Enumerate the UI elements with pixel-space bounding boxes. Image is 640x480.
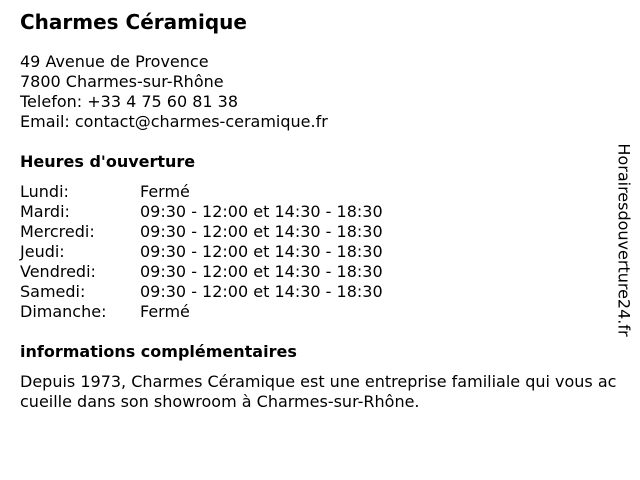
hours-row-saturday [20,282,620,302]
hours-row-sunday [20,302,620,322]
hours-table [20,182,620,322]
hours-time: Fermé [140,182,190,201]
hours-title: Heures d'ouverture [20,152,196,171]
hours-day: Samedi: [20,282,86,301]
hours-day: Mardi: [20,202,70,221]
hours-time: 09:30 - 12:00 et 14:30 - 18:30 [140,282,383,301]
info-title: informations complémentaires [20,342,297,361]
phone-line: Telefon: +33 4 75 60 81 38 [20,92,239,111]
hours-row-wednesday [20,222,620,242]
contact-block [20,52,620,132]
hours-row-monday [20,182,620,202]
hours-time: Fermé [140,302,190,321]
hours-time: 09:30 - 12:00 et 14:30 - 18:30 [140,242,383,261]
business-card [20,8,620,412]
hours-day: Jeudi: [20,242,65,261]
hours-row-thursday [20,242,620,262]
hours-day: Vendredi: [20,262,96,281]
hours-row-friday [20,262,620,282]
hours-day: Mercredi: [20,222,95,241]
hours-time: 09:30 - 12:00 et 14:30 - 18:30 [140,262,383,281]
business-name: Charmes Céramique [20,10,247,34]
site-watermark: Horairesdouverture24.fr [614,143,634,337]
address-line1: 49 Avenue de Provence [20,52,209,71]
hours-day: Lundi: [20,182,69,201]
hours-row-tuesday [20,202,620,222]
email-line: Email: contact@charmes-ceramique.fr [20,112,328,131]
info-text: Depuis 1973, Charmes Céramique est une entreprise familiale qui vous accueille dans son showroom à Charmes-sur-Rhône. [20,372,617,411]
hours-day: Dimanche: [20,302,107,321]
hours-time: 09:30 - 12:00 et 14:30 - 18:30 [140,202,383,221]
hours-time: 09:30 - 12:00 et 14:30 - 18:30 [140,222,383,241]
address-line2: 7800 Charmes-sur-Rhône [20,72,224,91]
